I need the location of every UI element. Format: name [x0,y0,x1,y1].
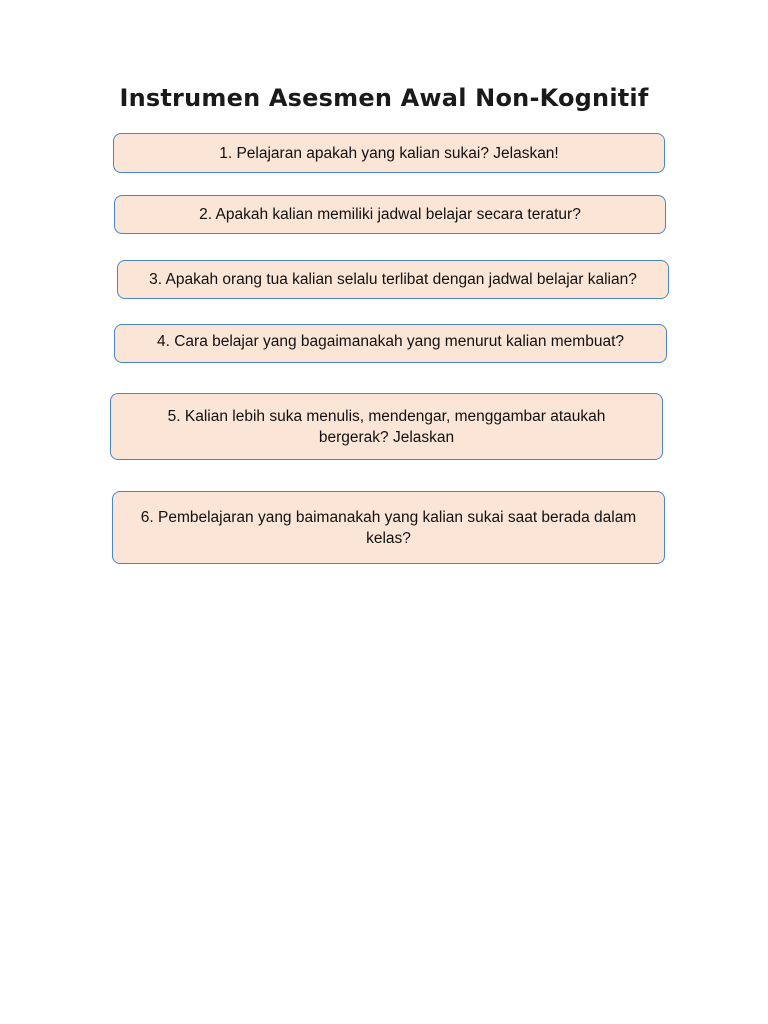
page-title: Instrumen Asesmen Awal Non-Kognitif [119,84,649,112]
question-box-2 [114,195,666,234]
question-box-6 [112,491,665,564]
question-box-3 [117,260,669,299]
question-text-5: 5. Kalian lebih suka menulis, mendengar, menggambar ataukah bergerak? Jelaskan [167,407,606,446]
question-text-2: 2. Apakah kalian memiliki jadwal belajar secara teratur? [199,206,581,223]
question-text-4: 4. Cara belajar yang bagaimanakah yang menurut kalian membuat? [156,333,624,350]
question-text-3: 3. Apakah orang tua kalian selalu terlibat dengan jadwal belajar kalian? [149,271,637,288]
question-box-1 [113,133,665,173]
question-text-1: 1. Pelajaran apakah yang kalian sukai? Jelaskan! [219,144,559,162]
question-text-6: 6. Pembelajaran yang baimanakah yang kalian sukai saat berada dalam kelas? [140,508,637,547]
question-box-5 [110,393,663,460]
question-box-4 [114,324,667,363]
